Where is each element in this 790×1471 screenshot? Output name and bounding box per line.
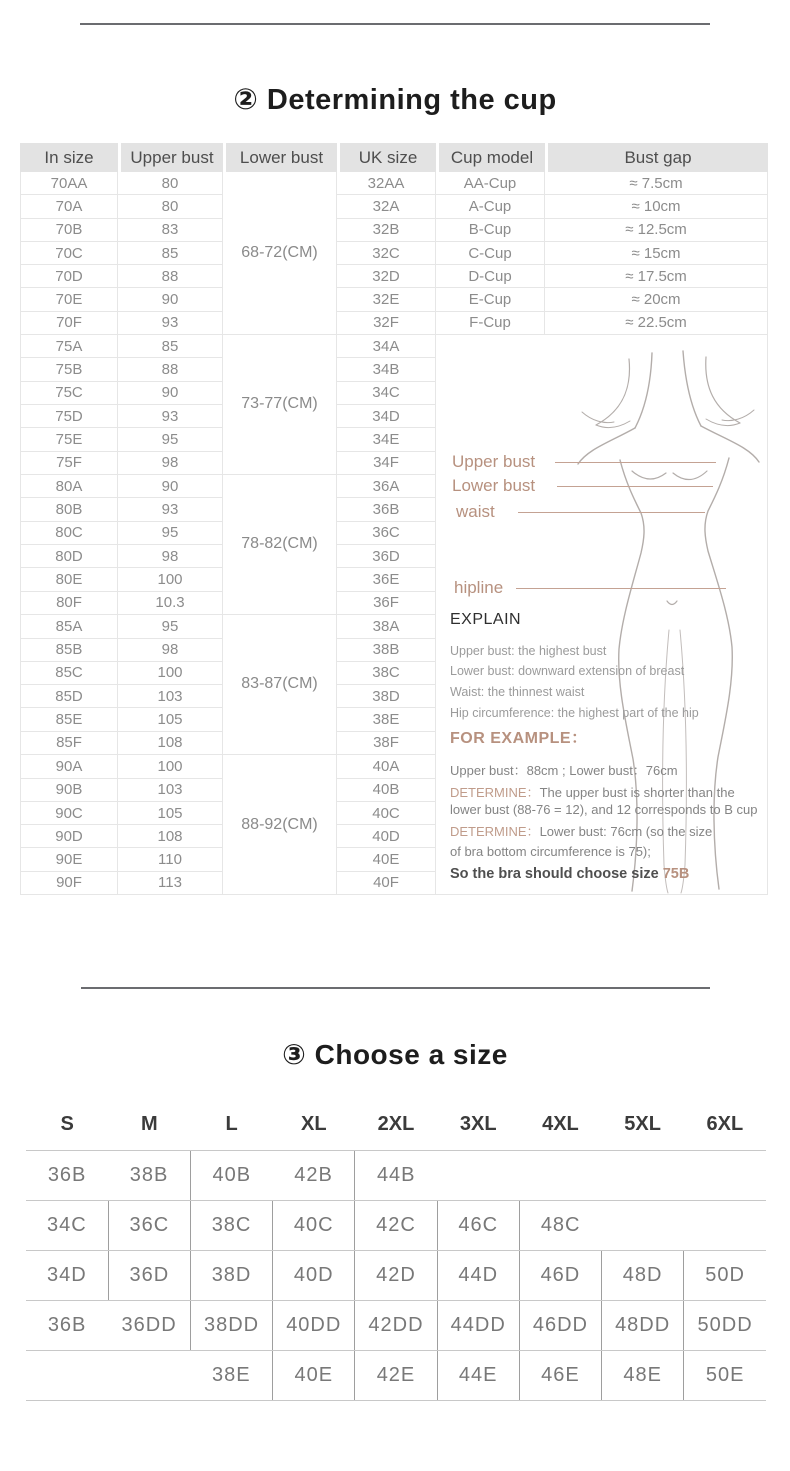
upper-bust-leader-line (555, 462, 716, 463)
explain-heading: EXPLAIN (450, 611, 522, 629)
lower-bust-merged-cell: 88-92(CM) (223, 755, 337, 895)
in-size-cell: 85B (20, 639, 118, 662)
cup-table-row (20, 219, 768, 242)
size-cell: 38B (108, 1150, 190, 1200)
bust-gap-cell: ≈ 7.5cm (545, 172, 768, 195)
size-header-2XL: 2XL (355, 1100, 437, 1150)
size-cell: 40DD (273, 1300, 355, 1350)
conclusion-line (450, 867, 689, 882)
size-cell (602, 1150, 684, 1200)
cup-table-header-1: Upper bust (118, 143, 223, 172)
lower-bust-merged-cell: 78-82(CM) (223, 475, 337, 615)
uk-size-cell: 36F (337, 592, 436, 615)
cup-model-cell: E-Cup (436, 288, 545, 311)
uk-size-cell: 40F (337, 872, 436, 895)
size-cell: 48C (519, 1200, 601, 1250)
size-cell: 50E (684, 1350, 766, 1400)
cup-table-row (20, 172, 768, 195)
in-size-cell: 70E (20, 288, 118, 311)
uk-size-cell: 36A (337, 475, 436, 499)
in-size-cell: 85F (20, 732, 118, 755)
size-cell: 50D (684, 1250, 766, 1300)
uk-size-cell: 38C (337, 662, 436, 685)
cup-table-row (20, 288, 768, 311)
explain-line-hip: Hip circumference: the highest part of the hip (450, 706, 699, 721)
size-cell: 40B (190, 1150, 272, 1200)
size-cell: 48DD (602, 1300, 684, 1350)
size-cell (684, 1200, 766, 1250)
bust-gap-cell: ≈ 12.5cm (545, 219, 768, 242)
size-cell: 36B (26, 1150, 108, 1200)
cup-table-header-4: Cup model (436, 143, 545, 172)
in-size-cell: 90A (20, 755, 118, 779)
size-header-6XL: 6XL (684, 1100, 766, 1150)
determine-line-1-cont: lower bust (88-76 = 12), and 12 corresponds to B cup (450, 802, 758, 818)
upper-bust-cell: 108 (118, 825, 223, 848)
size-cell (437, 1150, 519, 1200)
upper-bust-cell: 80 (118, 172, 223, 195)
uk-size-cell: 34F (337, 452, 436, 475)
uk-size-cell: 38F (337, 732, 436, 755)
uk-size-cell: 32F (337, 312, 436, 335)
size-cell: 44D (437, 1250, 519, 1300)
size-cell: 38D (190, 1250, 272, 1300)
uk-size-cell: 36E (337, 568, 436, 591)
size-cell: 34C (26, 1200, 108, 1250)
upper-bust-cell: 103 (118, 685, 223, 708)
uk-size-cell: 32C (337, 242, 436, 265)
section-title-choose-size: ③ Choose a size (282, 1039, 508, 1070)
in-size-cell: 90D (20, 825, 118, 848)
size-cell: 42C (355, 1200, 437, 1250)
upper-bust-cell: 93 (118, 498, 223, 521)
size-cell: 34D (26, 1250, 108, 1300)
upper-bust-cell: 83 (118, 219, 223, 242)
in-size-cell: 80B (20, 498, 118, 521)
example-measurements: Upper bust：88cm ; Lower bust：76cm (450, 763, 678, 779)
upper-bust-cell: 90 (118, 382, 223, 405)
size-table-row (26, 1200, 766, 1250)
uk-size-cell: 36D (337, 545, 436, 568)
size-table-row (26, 1300, 766, 1350)
size-cell: 46DD (519, 1300, 601, 1350)
uk-size-cell: 36C (337, 522, 436, 545)
size-cell: 42DD (355, 1300, 437, 1350)
in-size-cell: 70F (20, 312, 118, 335)
size-cell: 50DD (684, 1300, 766, 1350)
cup-size-table (20, 143, 768, 895)
in-size-cell: 70C (20, 242, 118, 265)
size-cell: 38DD (190, 1300, 272, 1350)
determine-line-2 (450, 825, 712, 838)
size-cell (602, 1200, 684, 1250)
size-cell: 44E (437, 1350, 519, 1400)
in-size-cell: 80A (20, 475, 118, 499)
size-header-S: S (26, 1100, 108, 1150)
in-size-cell: 75A (20, 335, 118, 358)
uk-size-cell: 32D (337, 265, 436, 288)
section-title-determining-cup: ② Determining the cup (233, 84, 557, 116)
upper-bust-cell: 110 (118, 848, 223, 871)
hipline-leader-line (516, 588, 726, 589)
bust-gap-cell: ≈ 20cm (545, 288, 768, 311)
upper-bust-cell: 95 (118, 522, 223, 545)
upper-bust-cell: 98 (118, 639, 223, 662)
upper-bust-cell: 100 (118, 568, 223, 591)
uk-size-cell: 34E (337, 428, 436, 451)
in-size-cell: 75D (20, 405, 118, 428)
hipline-label: hipline (454, 578, 504, 598)
in-size-cell: 90B (20, 779, 118, 802)
upper-bust-cell: 85 (118, 335, 223, 358)
size-cell: 38C (190, 1200, 272, 1250)
explain-line-upper-bust: Upper bust: the highest bust (450, 644, 607, 659)
conclusion-text: So the bra should choose size (450, 866, 663, 883)
in-size-cell: 80F (20, 592, 118, 615)
uk-size-cell: 34D (337, 405, 436, 428)
cup-table-row (20, 335, 768, 358)
lower-bust-merged-cell: 68-72(CM) (223, 172, 337, 335)
size-header-4XL: 4XL (519, 1100, 601, 1150)
size-cell (684, 1150, 766, 1200)
uk-size-cell: 40A (337, 755, 436, 779)
determine-label: DETERMINE： (450, 785, 540, 801)
size-table-header-row (26, 1100, 766, 1150)
uk-size-cell: 38A (337, 615, 436, 639)
size-header-5XL: 5XL (602, 1100, 684, 1150)
cup-model-cell: B-Cup (436, 219, 545, 242)
bust-gap-cell: ≈ 15cm (545, 242, 768, 265)
uk-size-cell: 40C (337, 802, 436, 825)
upper-bust-cell: 105 (118, 708, 223, 731)
size-cell (519, 1150, 601, 1200)
cup-table-header-2: Lower bust (223, 143, 337, 172)
size-cell: 44DD (437, 1300, 519, 1350)
uk-size-cell: 40D (337, 825, 436, 848)
cup-table-row (20, 312, 768, 335)
size-header-L: L (190, 1100, 272, 1150)
upper-bust-cell: 108 (118, 732, 223, 755)
size-cell: 36C (108, 1200, 190, 1250)
uk-size-cell: 40B (337, 779, 436, 802)
cup-table-row (20, 265, 768, 288)
in-size-cell: 75B (20, 358, 118, 381)
size-cell: 36D (108, 1250, 190, 1300)
upper-bust-cell: 98 (118, 452, 223, 475)
size-table-row (26, 1150, 766, 1200)
for-example-heading: FOR EXAMPLE： (450, 730, 588, 748)
size-header-XL: XL (273, 1100, 355, 1150)
lower-bust-label: Lower bust (452, 476, 536, 496)
measurement-panel (436, 335, 767, 894)
upper-bust-cell: 95 (118, 615, 223, 639)
uk-size-cell: 36B (337, 498, 436, 521)
measurement-panel-cell (436, 335, 768, 895)
upper-bust-cell: 103 (118, 779, 223, 802)
in-size-cell: 90F (20, 872, 118, 895)
in-size-cell: 75E (20, 428, 118, 451)
determine-label-2: DETERMINE： (450, 824, 540, 840)
in-size-cell: 90C (20, 802, 118, 825)
top-divider (80, 23, 710, 25)
uk-size-cell: 38B (337, 639, 436, 662)
size-cell: 44B (355, 1150, 437, 1200)
lower-bust-merged-cell: 83-87(CM) (223, 615, 337, 755)
size-cell: 36B (26, 1300, 108, 1350)
waist-leader-line (518, 512, 705, 513)
conclusion-size: 75B (662, 866, 690, 883)
determine-text-2: Lower bust: 76cm (so the size (539, 824, 713, 840)
size-header-3XL: 3XL (437, 1100, 519, 1150)
size-cell: 46D (519, 1250, 601, 1300)
in-size-cell: 70D (20, 265, 118, 288)
size-cell: 40C (273, 1200, 355, 1250)
size-cell: 42E (355, 1350, 437, 1400)
size-cell: 40D (273, 1250, 355, 1300)
size-cell (108, 1350, 190, 1400)
uk-size-cell: 32B (337, 219, 436, 242)
upper-bust-cell: 98 (118, 545, 223, 568)
in-size-cell: 70A (20, 195, 118, 218)
in-size-cell: 85E (20, 708, 118, 731)
size-table-row (26, 1350, 766, 1400)
upper-bust-cell: 95 (118, 428, 223, 451)
section-divider (81, 987, 710, 989)
size-cell: 48E (602, 1350, 684, 1400)
in-size-cell: 90E (20, 848, 118, 871)
uk-size-cell: 34C (337, 382, 436, 405)
cup-table-header-row (20, 143, 768, 172)
in-size-cell: 75C (20, 382, 118, 405)
uk-size-cell: 34A (337, 335, 436, 358)
uk-size-cell: 32AA (337, 172, 436, 195)
in-size-cell: 70B (20, 219, 118, 242)
size-cell: 40E (273, 1350, 355, 1400)
in-size-cell: 80D (20, 545, 118, 568)
determine-line-2-cont: of bra bottom circumference is 75); (450, 844, 651, 860)
size-header-M: M (108, 1100, 190, 1150)
uk-size-cell: 38D (337, 685, 436, 708)
size-cell (26, 1350, 108, 1400)
upper-bust-cell: 85 (118, 242, 223, 265)
lower-bust-leader-line (557, 486, 713, 487)
size-selection-table (26, 1100, 766, 1401)
size-cell: 42B (273, 1150, 355, 1200)
explain-line-lower-bust: Lower bust: downward extension of breast (450, 664, 685, 679)
cup-table-row (20, 195, 768, 218)
upper-bust-label: Upper bust (452, 452, 536, 472)
waist-label: waist (456, 502, 495, 522)
size-cell: 48D (602, 1250, 684, 1300)
size-cell: 42D (355, 1250, 437, 1300)
cup-model-cell: A-Cup (436, 195, 545, 218)
size-cell: 38E (190, 1350, 272, 1400)
determine-line-1 (450, 786, 735, 799)
bust-gap-cell: ≈ 10cm (545, 195, 768, 218)
uk-size-cell: 34B (337, 358, 436, 381)
cup-model-cell: C-Cup (436, 242, 545, 265)
cup-model-cell: AA-Cup (436, 172, 545, 195)
size-cell: 46E (519, 1350, 601, 1400)
upper-bust-cell: 90 (118, 288, 223, 311)
uk-size-cell: 32A (337, 195, 436, 218)
bust-gap-cell: ≈ 22.5cm (545, 312, 768, 335)
in-size-cell: 85C (20, 662, 118, 685)
uk-size-cell: 38E (337, 708, 436, 731)
uk-size-cell: 40E (337, 848, 436, 871)
upper-bust-cell: 93 (118, 312, 223, 335)
size-table-row (26, 1250, 766, 1300)
lower-bust-merged-cell: 73-77(CM) (223, 335, 337, 475)
size-cell: 36DD (108, 1300, 190, 1350)
size-cell: 46C (437, 1200, 519, 1250)
cup-table-header-3: UK size (337, 143, 436, 172)
determine-text-1: The upper bust is shorter than the (539, 785, 735, 801)
upper-bust-cell: 80 (118, 195, 223, 218)
upper-bust-cell: 88 (118, 265, 223, 288)
upper-bust-cell: 100 (118, 755, 223, 779)
cup-table-row (20, 242, 768, 265)
in-size-cell: 70AA (20, 172, 118, 195)
upper-bust-cell: 10.3 (118, 592, 223, 615)
in-size-cell: 85D (20, 685, 118, 708)
upper-bust-cell: 100 (118, 662, 223, 685)
upper-bust-cell: 105 (118, 802, 223, 825)
cup-model-cell: F-Cup (436, 312, 545, 335)
upper-bust-cell: 93 (118, 405, 223, 428)
cup-table-header-0: In size (20, 143, 118, 172)
in-size-cell: 85A (20, 615, 118, 639)
upper-bust-cell: 113 (118, 872, 223, 895)
cup-model-cell: D-Cup (436, 265, 545, 288)
uk-size-cell: 32E (337, 288, 436, 311)
bust-gap-cell: ≈ 17.5cm (545, 265, 768, 288)
in-size-cell: 75F (20, 452, 118, 475)
upper-bust-cell: 90 (118, 475, 223, 499)
in-size-cell: 80E (20, 568, 118, 591)
explain-line-waist: Waist: the thinnest waist (450, 685, 585, 700)
cup-table-header-5: Bust gap (545, 143, 768, 172)
upper-bust-cell: 88 (118, 358, 223, 381)
in-size-cell: 80C (20, 522, 118, 545)
